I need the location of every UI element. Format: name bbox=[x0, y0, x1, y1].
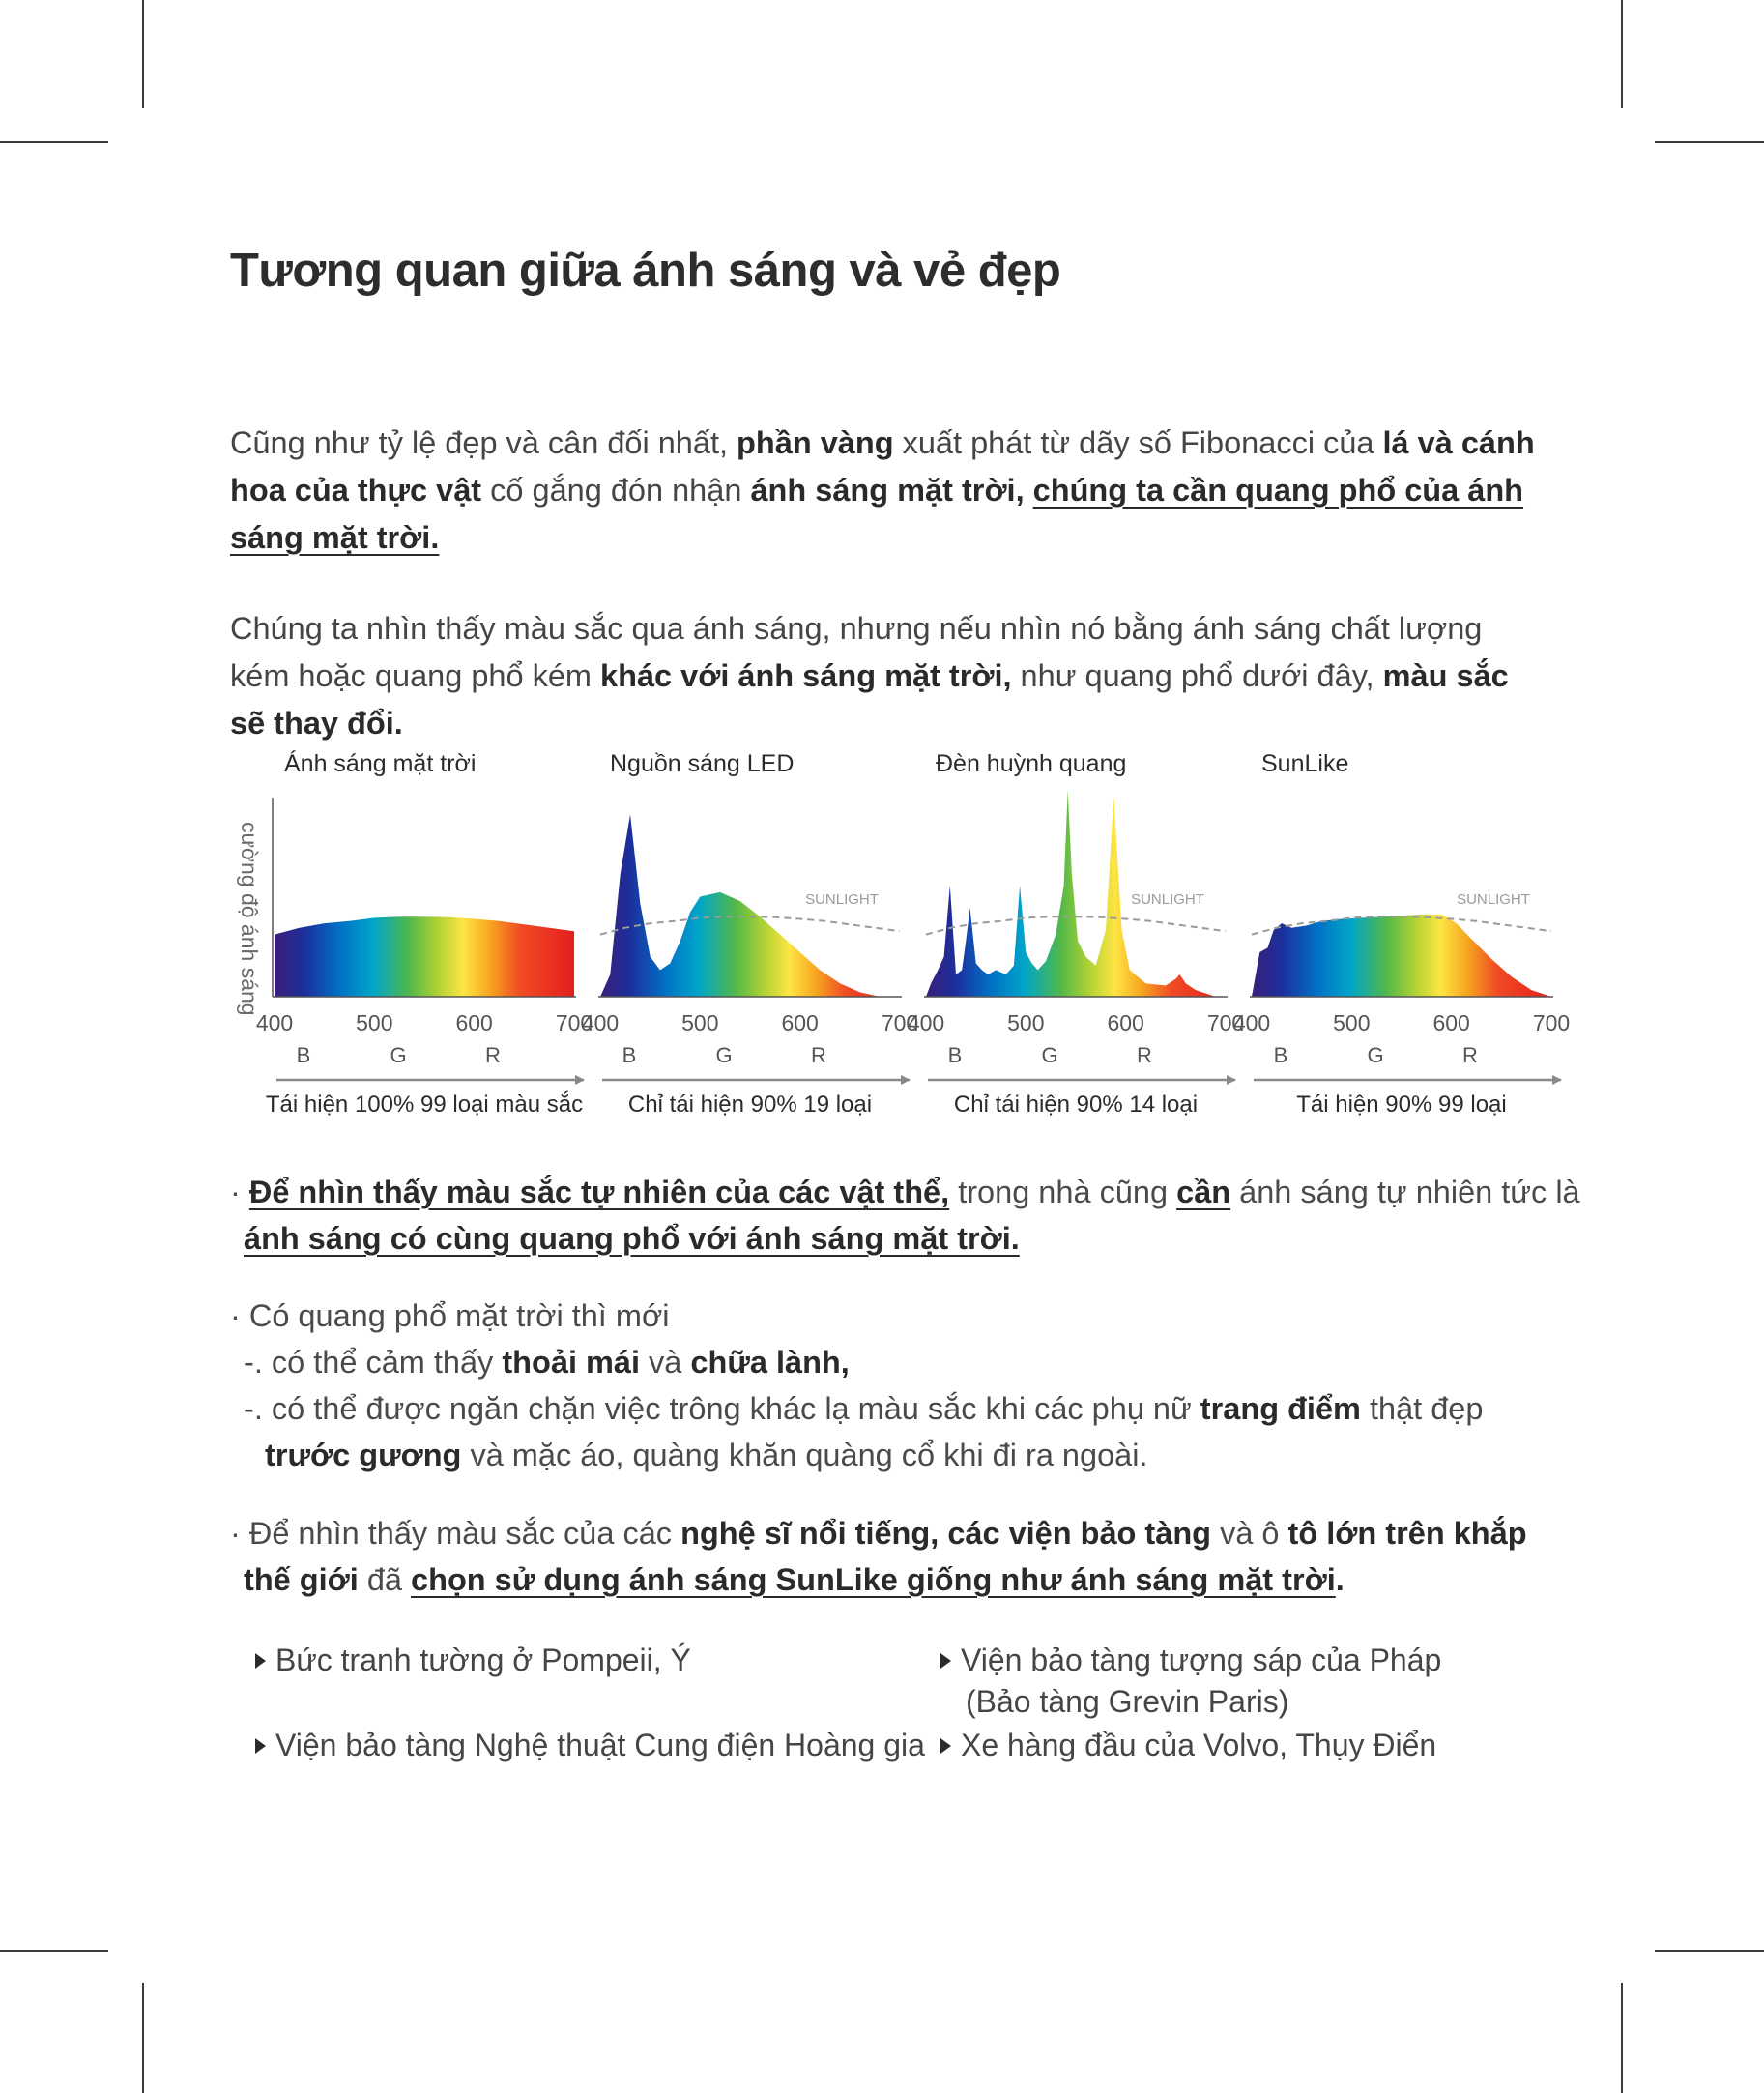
sunlight-reference-label: SUNLIGHT bbox=[1131, 891, 1204, 908]
x-tick-label: 700 bbox=[881, 1010, 919, 1035]
spectrum-charts bbox=[222, 735, 1571, 1121]
x-tick-label: 700 bbox=[1532, 1010, 1571, 1035]
benefit-item-continued: trước gương và mặc áo, quàng khăn quàng cổ khi đi ra ngoài. bbox=[265, 1438, 1148, 1472]
example-item: Bức tranh tường ở Pompeii, Ý bbox=[255, 1639, 691, 1681]
benefits-intro: · Có quang phổ mặt trời thì mới bbox=[230, 1298, 670, 1333]
color-band-label: B bbox=[1273, 1043, 1288, 1067]
crop-mark bbox=[142, 0, 144, 108]
spectrum-area bbox=[275, 916, 574, 997]
crop-mark bbox=[1655, 141, 1764, 143]
color-band-label: R bbox=[811, 1043, 826, 1067]
triangle-bullet-icon bbox=[255, 1653, 266, 1669]
x-tick-label: 700 bbox=[1206, 1010, 1245, 1035]
spectrum-panel bbox=[582, 750, 918, 1118]
example-item-continued: (Bảo tàng Grevin Paris) bbox=[966, 1684, 1289, 1719]
color-band-label: G bbox=[715, 1043, 733, 1067]
crop-mark bbox=[0, 141, 108, 143]
example-item: Xe hàng đầu của Volvo, Thụy Điển bbox=[940, 1724, 1436, 1766]
panel-title: Nguồn sáng LED bbox=[610, 750, 795, 777]
crop-mark bbox=[1621, 1983, 1623, 2093]
sunlight-reference-label: SUNLIGHT bbox=[1457, 891, 1530, 908]
example-item: Viện bảo tàng tượng sáp của Pháp bbox=[940, 1639, 1441, 1681]
x-tick-label: 500 bbox=[681, 1010, 719, 1035]
color-band-label: G bbox=[1367, 1043, 1384, 1067]
color-band-label: R bbox=[1137, 1043, 1152, 1067]
x-tick-label: 400 bbox=[907, 1010, 945, 1035]
spectrum-panel bbox=[256, 749, 593, 1118]
crop-mark bbox=[1621, 0, 1623, 108]
x-tick-label: 600 bbox=[1107, 1010, 1144, 1035]
panel-title: Ánh sáng mặt trời bbox=[284, 750, 477, 777]
x-tick-label: 500 bbox=[1007, 1010, 1045, 1035]
crop-mark bbox=[1655, 1950, 1764, 1952]
color-band-label: B bbox=[947, 1043, 963, 1067]
x-tick-label: 500 bbox=[1333, 1010, 1371, 1035]
benefit-item: -. có thể được ngăn chặn việc trông khác lạ màu sắc khi các phụ nữ trang điểm thật đẹp bbox=[244, 1391, 1484, 1426]
panel-caption: Tái hiện 100% 99 loại màu sắc bbox=[265, 1091, 584, 1118]
x-tick-label: 600 bbox=[1432, 1010, 1470, 1035]
triangle-bullet-icon bbox=[940, 1738, 951, 1754]
triangle-bullet-icon bbox=[255, 1738, 266, 1754]
color-band-label: R bbox=[1462, 1043, 1478, 1067]
crop-mark bbox=[0, 1950, 108, 1952]
x-tick-label: 400 bbox=[1232, 1010, 1271, 1035]
spectrum-area bbox=[1252, 915, 1551, 997]
y-axis-label: cường độ ánh sáng bbox=[237, 822, 262, 1016]
panel-caption: Tái hiện 90% 99 loại bbox=[1296, 1091, 1507, 1118]
panel-title: SunLike bbox=[1261, 750, 1349, 777]
x-tick-label: 600 bbox=[781, 1010, 819, 1035]
color-band-label: B bbox=[296, 1043, 311, 1067]
natural-color-note: · Để nhìn thấy màu sắc tự nhiên của các vật thể, trong nhà cũng cần ánh sáng tự nhiên tức là ánh sáng có cùng quang phổ với ánh sáng mặt trời. bbox=[230, 1175, 1580, 1256]
panel-title: Đèn huỳnh quang bbox=[936, 750, 1127, 777]
intro-paragraph: Cũng như tỷ lệ đẹp và cân đối nhất, phần vàng xuất phát từ dãy số Fibonacci của lá và cánh hoa của thực vật cố gắng đón nhận ánh sáng mặt trời, chúng ta cần quang phổ của ánh sáng mặt trời. bbox=[230, 425, 1535, 555]
crop-mark bbox=[142, 1983, 144, 2093]
color-band-label: G bbox=[1041, 1043, 1058, 1067]
spectrum-panel bbox=[908, 750, 1244, 1118]
benefits-list bbox=[230, 1293, 1583, 1478]
panel-caption: Chỉ tái hiện 90% 14 loại bbox=[953, 1091, 1199, 1118]
panel-caption: Chỉ tái hiện 90% 19 loại bbox=[627, 1091, 873, 1118]
x-tick-label: 400 bbox=[581, 1010, 620, 1035]
sunlike-users-note: · Để nhìn thấy màu sắc của các nghệ sĩ nổi tiếng, các viện bảo tàng và ô tô lớn trên khắp thế giới đã chọn sử dụng ánh sáng SunLike giống như ánh sáng mặt trời. bbox=[230, 1516, 1527, 1597]
benefit-item: -. có thể cảm thấy thoải mái và chữa lành, bbox=[244, 1345, 850, 1380]
color-band-label: G bbox=[390, 1043, 407, 1067]
example-item: Viện bảo tàng Nghệ thuật Cung điện Hoàng gia bbox=[255, 1724, 925, 1766]
color-band-label: B bbox=[622, 1043, 637, 1067]
triangle-bullet-icon bbox=[940, 1653, 951, 1669]
sunlight-reference-label: SUNLIGHT bbox=[805, 891, 879, 908]
spectrum-panel bbox=[1233, 750, 1570, 1118]
x-tick-label: 700 bbox=[555, 1010, 593, 1035]
x-tick-label: 500 bbox=[356, 1010, 393, 1035]
page-title: Tương quan giữa ánh sáng và vẻ đẹp bbox=[230, 245, 1061, 297]
x-tick-label: 600 bbox=[455, 1010, 493, 1035]
x-tick-label: 400 bbox=[255, 1010, 294, 1035]
spectrum-paragraph: Chúng ta nhìn thấy màu sắc qua ánh sáng, nhưng nếu nhìn nó bằng ánh sáng chất lượng kém hoặc quang phổ kém khác với ánh sáng mặt trời, như quang phổ dưới đây, màu sắc sẽ thay đổi. bbox=[230, 611, 1509, 741]
color-band-label: R bbox=[485, 1043, 501, 1067]
